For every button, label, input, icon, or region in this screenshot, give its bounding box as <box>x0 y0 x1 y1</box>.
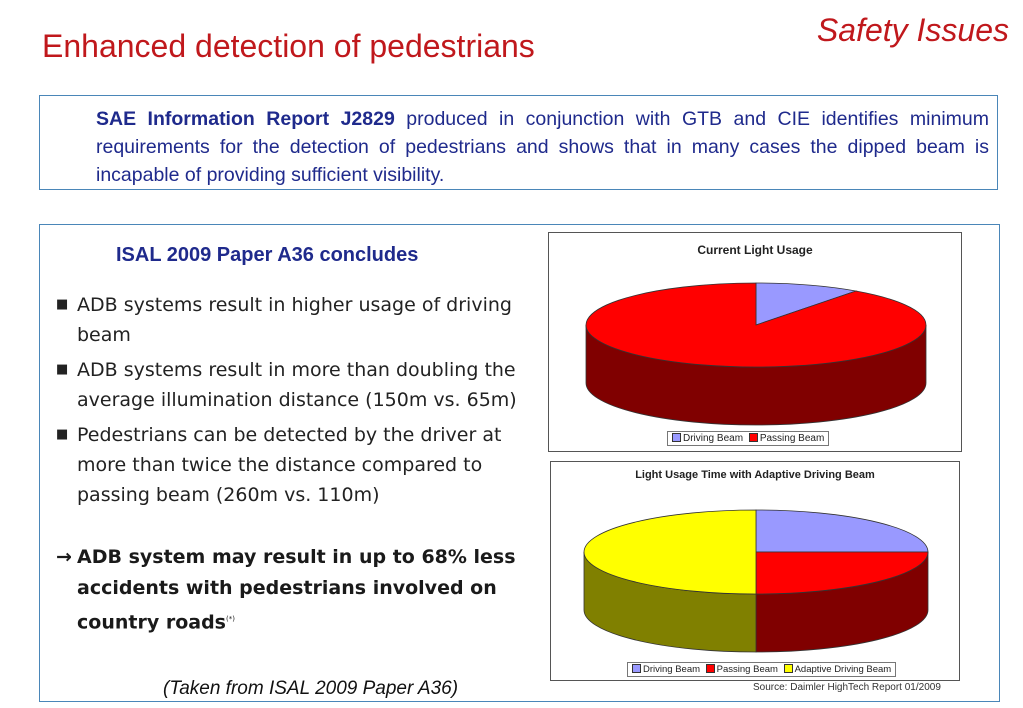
legend-item-adaptive-driving-beam <box>784 664 892 675</box>
intro-box <box>39 95 998 190</box>
chart-title: Current Light Usage <box>697 243 813 257</box>
intro-report-name: SAE Information Report J2829 <box>96 108 395 130</box>
footnote-marker: (*) <box>225 615 235 623</box>
bullet-square-icon: ■ <box>56 362 69 377</box>
findings-heading: ISAL 2009 Paper A36 concludes <box>116 244 419 266</box>
chart-source: Source: Daimler HighTech Report 01/2009 <box>753 682 941 693</box>
legend-swatch-passing-beam <box>706 664 715 673</box>
bullet-text: ADB systems result in more than doubling the average illumination distance (150m vs. 65m) <box>77 359 517 411</box>
bullet-text: Pedestrians can be detected by the driver at more than twice the distance compared to passing beam (260m vs. 110m) <box>77 424 502 506</box>
chart-current-light-usage <box>548 232 962 452</box>
list-item <box>56 420 538 510</box>
pie-chart-adaptive <box>551 462 961 682</box>
chart-legend <box>627 662 896 677</box>
findings-list <box>56 290 538 515</box>
pie-slice-driving-beam <box>756 510 928 552</box>
caption: (Taken from ISAL 2009 Paper A36) <box>163 678 459 699</box>
list-item <box>56 290 538 350</box>
conclusion <box>56 542 541 638</box>
legend-label: Driving Beam <box>683 433 744 444</box>
chart-adaptive-light-usage <box>550 461 960 681</box>
pie-chart-current <box>549 233 963 453</box>
intro-paragraph <box>96 105 989 189</box>
legend-swatch-passing-beam <box>749 433 758 442</box>
legend-label: Passing Beam <box>716 664 778 675</box>
slide-title: Enhanced detection of pedestrians <box>42 28 535 64</box>
conclusion-text: ADB system may result in up to 68% less accidents with pedestrians involved on country roads <box>77 546 516 634</box>
legend-swatch-driving-beam <box>632 664 641 673</box>
arrow-right-icon: → <box>56 546 72 568</box>
chart-title: Light Usage Time with Adaptive Driving Beam <box>635 469 875 481</box>
legend-swatch-driving-beam <box>672 433 681 442</box>
chart-legend <box>667 431 829 446</box>
list-item <box>56 355 538 415</box>
legend-item-passing-beam <box>706 664 778 675</box>
bullet-square-icon: ■ <box>56 427 69 442</box>
pie-slice-passing-beam <box>586 283 926 367</box>
legend-item-driving-beam <box>672 433 743 444</box>
legend-swatch-adaptive-driving-beam <box>784 664 793 673</box>
legend-label: Adaptive Driving Beam <box>794 664 892 675</box>
bullet-text: ADB systems result in higher usage of driving beam <box>77 294 512 346</box>
intro-text: produced in conjunction with GTB and CIE identifies minimum requirements for the detection of pedestrians and shows that in many cases the dipped beam is incapable of providing sufficient visibility. <box>96 108 989 186</box>
bullet-square-icon: ■ <box>56 297 69 312</box>
legend-label: Driving Beam <box>643 664 701 675</box>
section-title: Safety Issues <box>816 12 1009 48</box>
legend-item-passing-beam <box>749 433 824 444</box>
legend-label: Passing Beam <box>759 433 825 444</box>
legend-item-driving-beam <box>632 664 700 675</box>
